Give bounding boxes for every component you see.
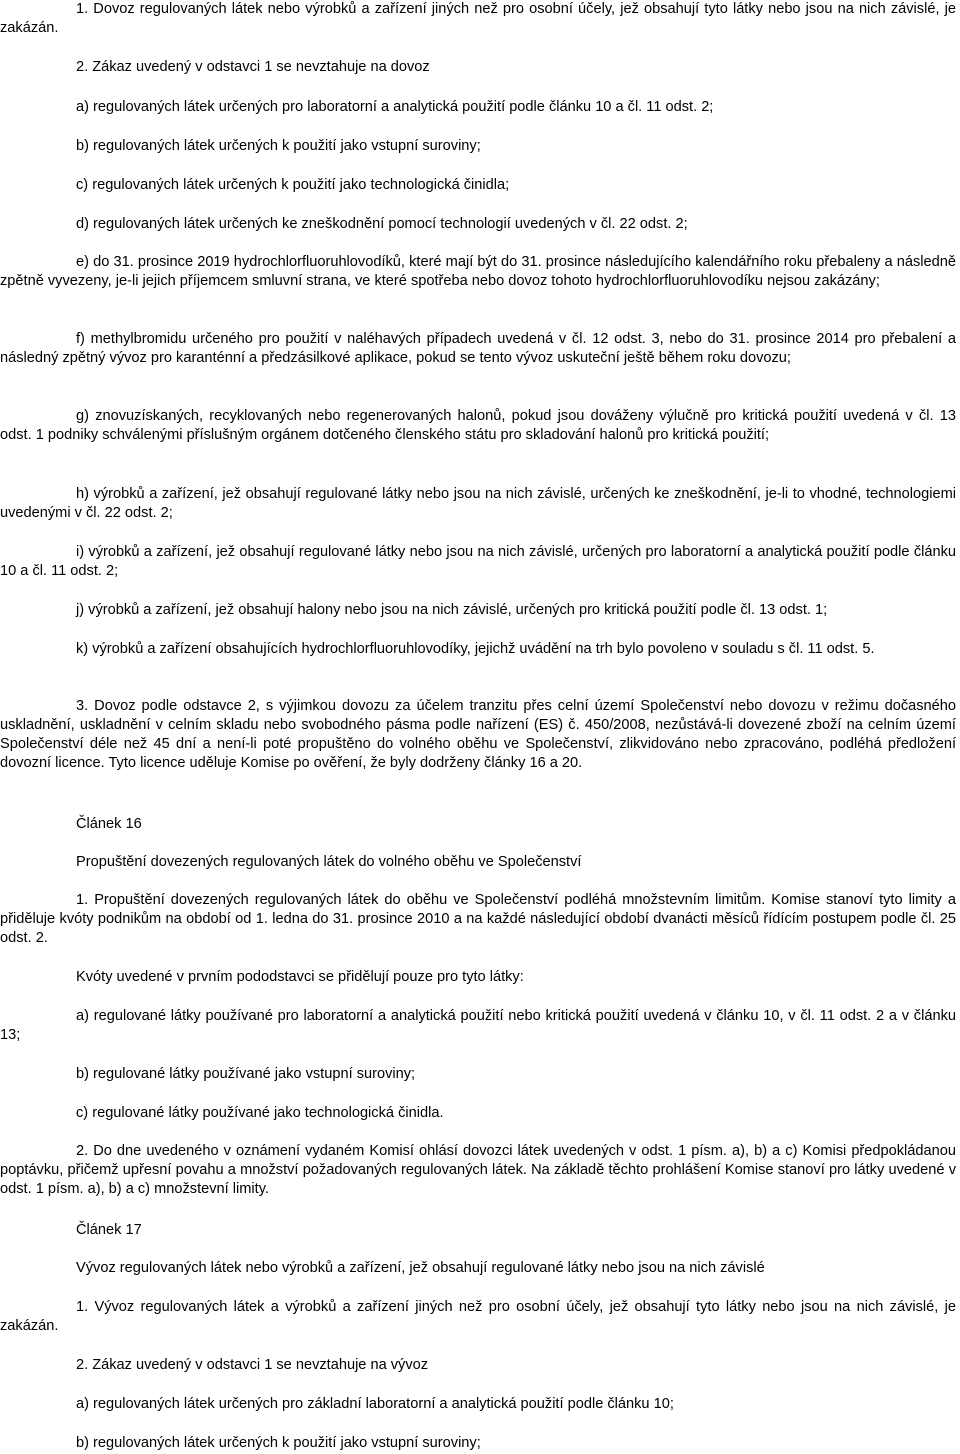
article-17-title: Vývoz regulovaných látek nebo výrobků a zařízení, jež obsahují regulované látky nebo jsou na nich závislé [76, 1260, 765, 1276]
paragraph-export-exemptions: 2. Zákaz uvedený v odstavci 1 se nevztahuje na vývoz [76, 1357, 429, 1373]
paragraph-importer-declaration: 2. Do dne uvedeného v oznámení vydaném Komisí ohlásí dovozci látek uvedených v odst. 1 písm. a), b) a c) Komisi předpokládanou poptávku, přičemž upřesní povahu a množství požadovaných regulovaných látek. Na základě těchto prohlášení Komise stanoví pro látky uvedené v odst. 1 písm. a), b) a c) množstevní limity. [0, 1143, 956, 1197]
quota-item-a: a) regulované látky používané pro laboratorní a analytická použití nebo kritická použití uvedená v článku 10, v čl. 11 odst. 2 a v článku 13; [0, 1008, 956, 1043]
list-item-d: d) regulovaných látek určených ke zneškodnění pomocí technologií uvedených v čl. 22 odst. 2; [76, 216, 688, 232]
export-item-a: a) regulovaných látek určených pro základní laboratorní a analytická použití podle článku 10; [76, 1396, 674, 1412]
paragraph-import-ban: 1. Dovoz regulovaných látek nebo výrobků a zařízení jiných než pro osobní účely, jež obsahují tyto látky nebo jsou na nich závislé, je zakázán. [0, 1, 956, 36]
export-item-b: b) regulovaných látek určených k použití jako vstupní suroviny; [76, 1435, 481, 1451]
paragraph-export-ban: 1. Vývoz regulovaných látek a výrobků a zařízení jiných než pro osobní účely, jež obsahují tyto látky nebo jsou na nich závislé, je zakázán. [0, 1299, 956, 1334]
quota-item-b: b) regulované látky používané jako vstupní suroviny; [76, 1066, 416, 1082]
list-item-f: f) methylbromidu určeného pro použití v naléhavých případech uvedená v čl. 12 odst. 3, nebo do 31. prosince 2014 pro přebalení a následný zpětný vývoz pro karanténní a předzásilkové aplikace, pokud se tento vývoz uskuteční ještě během roku dovozu; [0, 331, 956, 366]
list-item-i: i) výrobků a zařízení, jež obsahují regulované látky nebo jsou na nich závislé, určených pro laboratorní a analytická použití podle článku 10 a čl. 11 odst. 2; [0, 544, 956, 579]
article-16-title: Propuštění dovezených regulovaných látek do volného oběhu ve Společenství [76, 854, 582, 870]
list-item-b: b) regulovaných látek určených k použití jako vstupní suroviny; [76, 138, 481, 154]
paragraph-import-licence: 3. Dovoz podle odstavce 2, s výjimkou dovozu za účelem tranzitu přes celní území Společenství nebo dovozu v režimu dočasného uskladnění, uskladnění v celním skladu nebo svobodného pásma podle nařízení (ES) č. 450/2008, nezůstává-li dovezené zboží na celním území Společenství déle než 45 dní a není-li poté propuštěno do volného oběhu ve Společenství, zlikvidováno nebo zpracováno, podléhá předložení dovozní licence. Tyto licence uděluje Komise po ověření, že byly dodrženy články 16 a 20. [0, 698, 956, 771]
list-item-e: e) do 31. prosince 2019 hydrochlorfluoruhlovodíků, které mají být do 31. prosince následujícího kalendářního roku přebaleny a následně zpětně vyvezeny, je-li jejich příjemcem smluvní strana, ve které spotřeba nebo dovoz tohoto hydrochlorfluoruhlovodíku nejsou zakázány; [0, 254, 956, 289]
paragraph-release-limits: 1. Propuštění dovezených regulovaných látek do oběhu ve Společenství podléhá množstevním limitům. Komise stanoví tyto limity a přiděluje kvóty podnikům na období od 1. ledna do 31. prosince 2010 a na každé následující období dvanácti měsíců řídícím postupem podle čl. 25 odst. 2. [0, 892, 956, 946]
list-item-c: c) regulovaných látek určených k použití jako technologická činidla; [76, 177, 510, 193]
article-17-heading: Článek 17 [76, 1222, 142, 1238]
list-item-g: g) znovuzískaných, recyklovaných nebo regenerovaných halonů, pokud jsou dováženy výlučně pro kritická použití uvedená v čl. 13 odst. 1 podniky schválenými příslušným orgánem dotčeného členského státu pro skladování halonů pro kritická použití; [0, 408, 956, 443]
list-item-h: h) výrobků a zařízení, jež obsahují regulované látky nebo jsou na nich závislé, určených ke zneškodnění, je-li to vhodné, technologiemi uvedenými v čl. 22 odst. 2; [0, 486, 956, 521]
paragraph-quota-substances: Kvóty uvedené v prvním pododstavci se přidělují pouze pro tyto látky: [76, 969, 524, 985]
list-item-j: j) výrobků a zařízení, jež obsahují halony nebo jsou na nich závislé, určených pro kritická použití podle čl. 13 odst. 1; [76, 602, 828, 618]
list-item-a: a) regulovaných látek určených pro laboratorní a analytická použití podle článku 10 a čl. 11 odst. 2; [76, 99, 714, 115]
paragraph-import-exemptions: 2. Zákaz uvedený v odstavci 1 se nevztahuje na dovoz [76, 59, 430, 75]
list-item-k: k) výrobků a zařízení obsahujících hydrochlorfluoruhlovodíky, jejichž uvádění na trh bylo povoleno v souladu s čl. 11 odst. 5. [76, 641, 875, 657]
quota-item-c: c) regulované látky používané jako technologická činidla. [76, 1105, 444, 1121]
article-16-heading: Článek 16 [76, 816, 142, 832]
